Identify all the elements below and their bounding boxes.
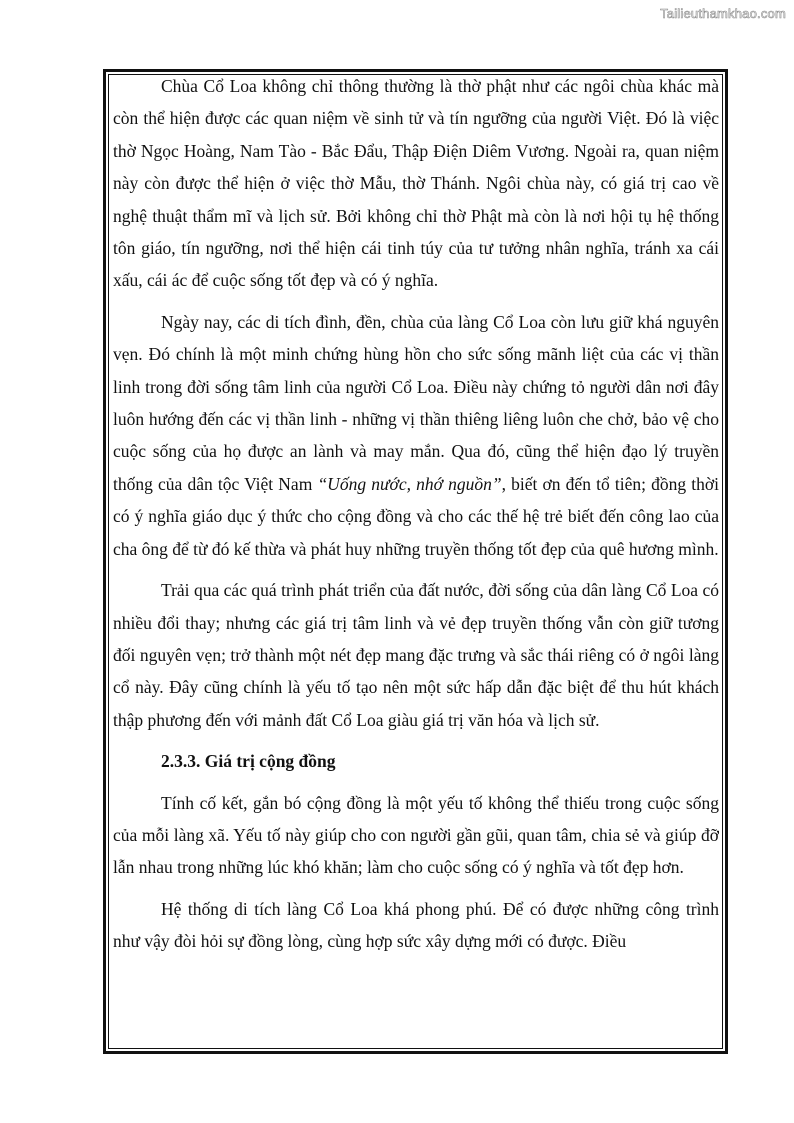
document-body: [113, 70, 719, 1050]
paragraph-co-loa-pagoda: Chùa Cổ Loa không chỉ thông thường là thờ phật như các ngôi chùa khác mà còn thể hiện được các quan niệm về sinh tử và tín ngưỡng của người Việt. Đó là việc thờ Ngọc Hoàng, Nam Tào - Bắc Đẩu, Thập Điện Diêm Vương. Ngoài ra, quan niệm này còn được thể hiện ở việc thờ Mẫu, thờ Thánh. Ngôi chùa này, có giá trị cao về nghệ thuật thẩm mĩ và lịch sử. Bởi không chỉ thờ Phật mà còn là nơi hội tụ hệ thống tôn giáo, tín ngưỡng, nơi thể hiện cái tinh túy của tư tưởng nhân nghĩa, tránh xa cái xấu, cái ác để cuộc sống tốt đẹp và có ý nghĩa.: [113, 76, 719, 291]
paragraph-text: , biết ơn đến tổ tiên; đồng thời có ý nghĩa giáo dục ý thức cho cộng đồng và cho các thế hệ trẻ biết đến công lao của cha ông để từ đó kế thừa và phát huy những truyền thống tốt đẹp của quê hương mình.: [113, 473, 719, 559]
paragraph-relic-system: Hệ thống di tích làng Cổ Loa khá phong phú. Để có được những công trình như vậy đòi hỏi sự đồng lòng, cùng hợp sức xây dựng mới có được. Điều: [113, 898, 719, 952]
paragraph-text: Ngày nay, các di tích đình, đền, chùa của làng Cổ Loa còn lưu giữ khá nguyên vẹn. Đó chính là một minh chứng hùng hồn cho sức sống mãnh liệt của các vị thần linh trong đời sống tâm linh của người Cổ Loa. Điều này chứng tỏ người dân nơi đây luôn hướng đến các vị thần linh - những vị thần thiêng liêng luôn che chở, bảo vệ cho cuộc sống của họ được an lành và may mắn. Qua đó, cũng thể hiện đạo lý truyền thống của dân tộc Việt Nam: [113, 311, 719, 494]
proverb-quote: “Uống nước, nhớ nguồn”: [317, 473, 502, 494]
section-heading: 2.3.3. Giá trị cộng đồng: [161, 751, 336, 772]
watermark-text: Tailieuthamkhao.com: [660, 6, 786, 21]
paragraph-community-cohesion: Tính cố kết, gắn bó cộng đồng là một yếu tố không thể thiếu trong cuộc sống của mỗi làng xã. Yếu tố này giúp cho con người gần gũi, quan tâm, chia sẻ và giúp đỡ lẫn nhau trong những lúc khó khăn; làm cho cuộc sống có ý nghĩa và tốt đẹp hơn.: [113, 792, 719, 878]
paragraph-village-changes: Trải qua các quá trình phát triển của đất nước, đời sống của dân làng Cổ Loa có nhiều đổi thay; nhưng các giá trị tâm linh và vẻ đẹp truyền thống vẫn còn giữ tương đối nguyên vẹn; trở thành một nét đẹp mang đặc trưng và sắc thái riêng có ở ngôi làng cổ này. Đây cũng chính là yếu tố tạo nên một sức hấp dẫn đặc biệt để thu hút khách thập phương đến với mảnh đất Cổ Loa giàu giá trị văn hóa và lịch sử.: [113, 580, 719, 730]
paragraph-relics-preserved: [113, 306, 719, 565]
